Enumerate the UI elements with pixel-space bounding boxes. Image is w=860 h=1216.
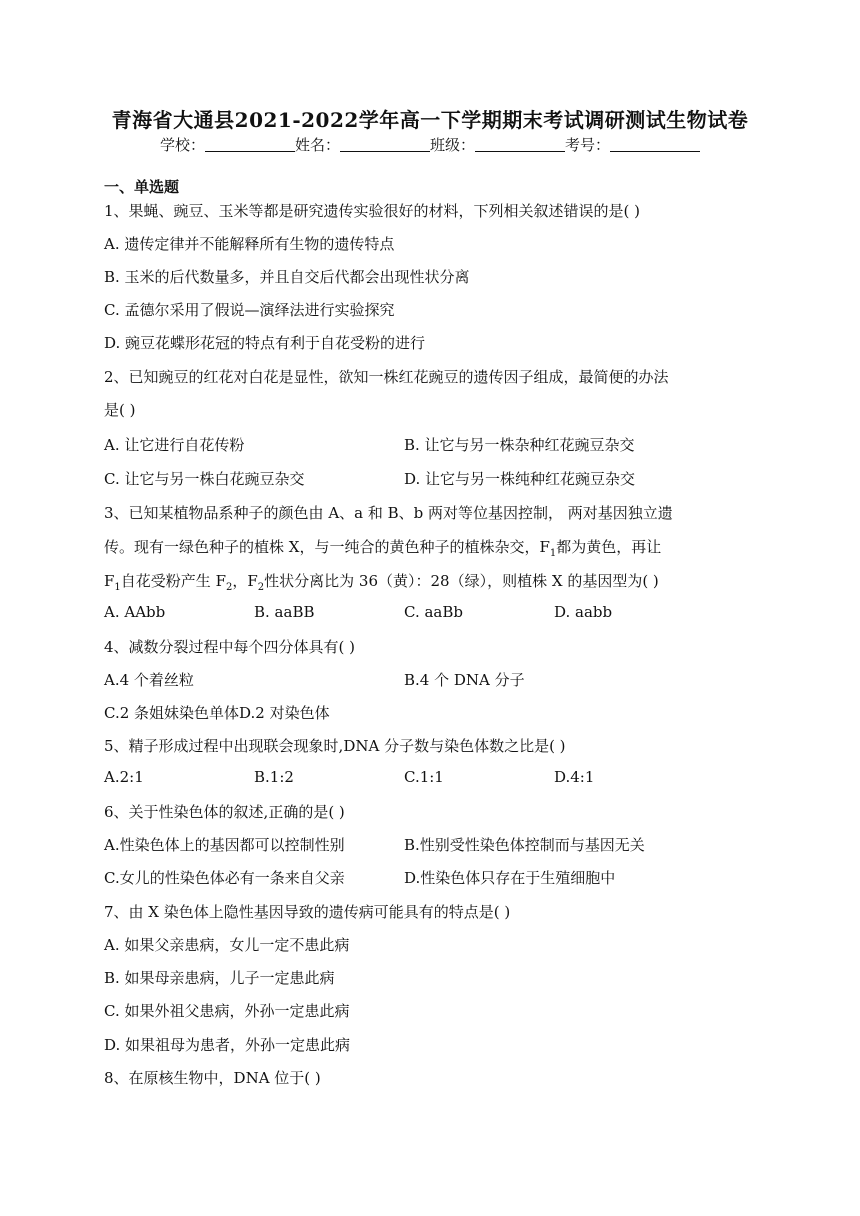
- question-6-option-d: D.性染色体只存在于生殖细胞中: [404, 869, 616, 887]
- q3-subscript: 2: [225, 582, 233, 593]
- q3-text: ，F: [232, 572, 258, 590]
- question-3-stem-line-3: [104, 570, 659, 593]
- question-3-stem-line-1: 3、已知某植物品系种子的颜色由 A、a 和 B、b 两对等位基因控制， 两对基因独立遗: [104, 504, 673, 522]
- question-5-option-c: C.1:1: [404, 768, 444, 786]
- question-7-option-b: B. 如果母亲患病，儿子一定患此病: [104, 969, 335, 987]
- question-3-option-d: D. aabb: [554, 603, 613, 621]
- name-label: 姓名：: [294, 136, 340, 154]
- q3-subscript: 2: [257, 582, 265, 593]
- exam-number-label: 考号：: [565, 136, 611, 154]
- question-3-stem-line-2: [104, 536, 661, 559]
- question-8-stem: 8、在原核生物中，DNA 位于( ): [104, 1069, 321, 1087]
- q3-text: 自花受粉产生 F: [120, 572, 226, 590]
- question-3-option-c: C. aaBb: [404, 603, 463, 621]
- school-label: 学校：: [159, 136, 205, 154]
- question-4-stem: 4、减数分裂过程中每个四分体具有( ): [104, 638, 356, 656]
- school-blank: [205, 137, 295, 152]
- question-6-option-b: B.性别受性染色体控制而与基因无关: [404, 836, 645, 854]
- q3-text: F: [104, 572, 115, 590]
- question-7-option-a: A. 如果父亲患病，女儿一定不患此病: [104, 936, 350, 954]
- q3-text: 传。现有一绿色种子的植株 X，与一纯合的黄色种子的植株杂交，F: [104, 538, 550, 556]
- question-6-stem: 6、关于性染色体的叙述,正确的是( ): [104, 803, 345, 821]
- question-4-option-c-d: C.2 条姐妹染色单体D.2 对染色体: [104, 704, 330, 722]
- q3-subscript: 1: [549, 548, 557, 559]
- question-5-stem: 5、精子形成过程中出现联会现象时,DNA 分子数与染色体数之比是( ): [104, 737, 566, 755]
- student-info-line: [0, 134, 860, 155]
- question-4-option-b: B.4 个 DNA 分子: [404, 671, 525, 689]
- question-7-option-c: C. 如果外祖父患病，外孙一定患此病: [104, 1002, 350, 1020]
- exam-title: 青海省大通县2021-2022学年高一下学期期末考试调研测试生物试卷: [111, 108, 749, 132]
- q3-text: 都为黄色，再让: [556, 538, 662, 556]
- question-1-option-d: D. 豌豆花蝶形花冠的特点有利于自花受粉的进行: [104, 334, 426, 352]
- question-1-option-b: B. 玉米的后代数量多，并且自交后代都会出现性状分离: [104, 268, 470, 286]
- question-6-option-a: A.性染色体上的基因都可以控制性别: [104, 836, 345, 854]
- question-2-option-b: B. 让它与另一株杂种红花豌豆杂交: [404, 436, 635, 454]
- question-2-option-c: C. 让它与另一株白花豌豆杂交: [104, 470, 305, 488]
- question-5-option-a: A.2:1: [104, 768, 144, 786]
- question-5-option-b: B.1:2: [254, 768, 294, 786]
- class-blank: [475, 137, 565, 152]
- q3-text: 性状分离比为 36（黄）：28（绿），则植株 X 的基因型为( ): [264, 572, 659, 590]
- question-3-option-a: A. AAbb: [104, 603, 166, 621]
- question-5-option-d: D.4:1: [554, 768, 595, 786]
- section-heading: 一、单选题: [104, 178, 180, 196]
- q3-subscript: 1: [114, 582, 121, 593]
- question-2-stem-line-1: 2、已知豌豆的红花对白花是显性，欲知一株红花豌豆的遗传因子组成，最简便的办法: [104, 368, 669, 386]
- question-2-option-a: A. 让它进行自花传粉: [104, 436, 245, 454]
- question-1-option-a: A. 遗传定律并不能解释所有生物的遗传特点: [104, 235, 395, 253]
- question-2-option-d: D. 让它与另一株纯种红花豌豆杂交: [404, 470, 636, 488]
- question-1-option-c: C. 孟德尔采用了假说—演绎法进行实验探究: [104, 301, 395, 319]
- exam-number-blank: [610, 137, 700, 152]
- class-label: 班级：: [430, 136, 476, 154]
- question-6-option-c: C.女儿的性染色体必有一条来自父亲: [104, 869, 345, 887]
- question-1-stem: 1、果蝇、豌豆、玉米等都是研究遗传实验很好的材料，下列相关叙述错误的是( ): [104, 202, 641, 220]
- question-2-stem-line-2: 是( ): [104, 401, 136, 419]
- name-blank: [340, 137, 430, 152]
- question-4-option-a: A.4 个着丝粒: [104, 671, 194, 689]
- question-3-option-b: B. aaBB: [254, 603, 315, 621]
- question-7-stem: 7、由 X 染色体上隐性基因导致的遗传病可能具有的特点是( ): [104, 903, 511, 921]
- question-7-option-d: D. 如果祖母为患者，外孙一定患此病: [104, 1036, 351, 1054]
